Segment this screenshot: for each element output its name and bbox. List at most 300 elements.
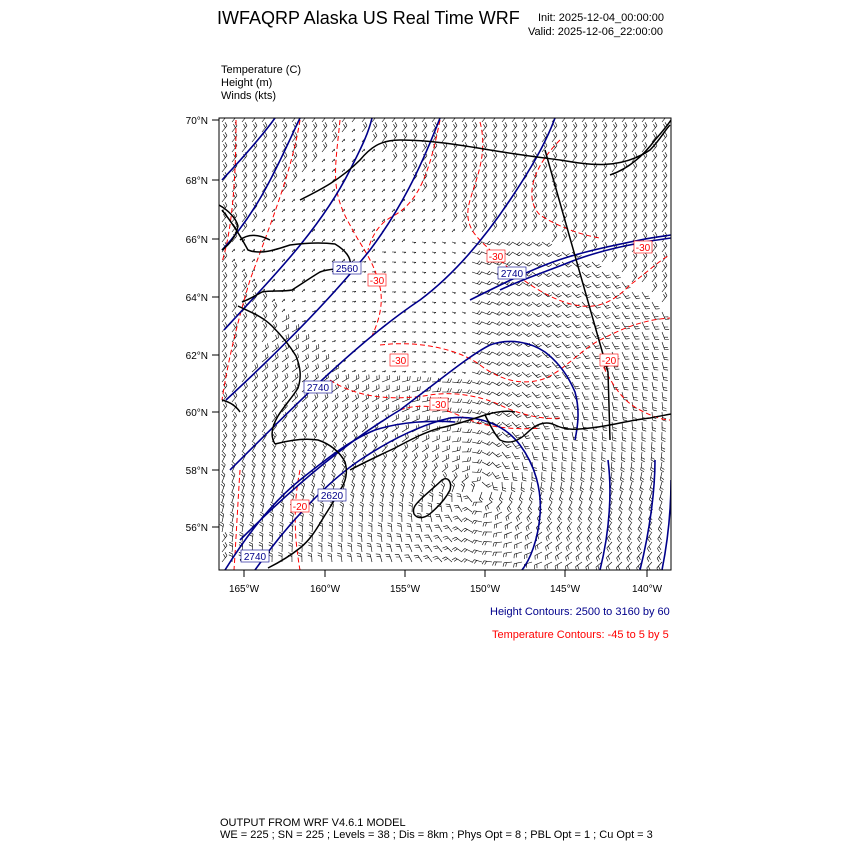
wind-barb bbox=[503, 562, 512, 567]
wind-barb bbox=[462, 352, 466, 354]
wind-barb bbox=[362, 179, 365, 182]
wind-barb bbox=[532, 302, 542, 307]
wind-barb bbox=[582, 142, 587, 152]
wind-barb bbox=[252, 152, 257, 162]
wind-barb bbox=[522, 202, 527, 212]
wind-barb bbox=[652, 342, 659, 350]
wind-barb bbox=[452, 172, 457, 182]
wind-barb bbox=[443, 547, 452, 553]
wind-barb bbox=[342, 370, 346, 372]
wind-barb bbox=[272, 363, 278, 372]
wind-barb bbox=[602, 132, 607, 142]
wind-barb bbox=[222, 302, 227, 312]
wind-barb bbox=[402, 229, 405, 232]
wind-barb bbox=[328, 533, 332, 543]
wind-barb bbox=[302, 462, 306, 472]
wind-barb bbox=[622, 302, 630, 309]
wind-barb bbox=[322, 364, 329, 372]
wind-barb bbox=[512, 132, 517, 142]
wind-barb bbox=[619, 502, 623, 512]
wind-barb bbox=[602, 232, 607, 242]
wind-barb bbox=[362, 361, 366, 363]
wind-barb bbox=[630, 482, 634, 492]
wind-barb bbox=[382, 311, 386, 312]
wind-barb bbox=[252, 162, 257, 172]
wind-barb bbox=[402, 252, 406, 253]
wind-barb bbox=[382, 341, 386, 342]
wind-barb bbox=[532, 442, 539, 449]
wind-barb bbox=[272, 182, 277, 192]
wind-barb bbox=[576, 562, 583, 571]
wind-barb bbox=[342, 432, 347, 442]
wind-barb bbox=[322, 219, 325, 222]
wind-barb bbox=[492, 362, 502, 366]
wind-barb bbox=[392, 142, 397, 152]
wind-barb bbox=[462, 342, 466, 344]
wind-barb bbox=[338, 543, 342, 552]
wind-barb bbox=[545, 562, 552, 570]
wind-barb bbox=[372, 239, 375, 242]
wind-barb bbox=[631, 462, 635, 472]
wind-barb bbox=[602, 402, 608, 410]
wind-barb bbox=[572, 372, 580, 379]
wind-barb bbox=[651, 442, 655, 452]
wind-barb bbox=[482, 212, 487, 222]
wind-barb bbox=[582, 272, 591, 278]
wind-barb bbox=[232, 182, 237, 192]
wind-barb bbox=[652, 402, 657, 411]
wind-barb bbox=[352, 472, 356, 482]
wind-barb bbox=[442, 352, 446, 353]
wind-barb bbox=[629, 492, 633, 502]
wind-barb bbox=[432, 388, 441, 393]
wind-barb bbox=[322, 354, 329, 362]
wind-barb bbox=[602, 312, 611, 319]
wind-barb bbox=[547, 512, 552, 522]
wind-barb bbox=[642, 112, 647, 122]
wind-barb bbox=[382, 394, 389, 402]
wind-barb bbox=[662, 162, 667, 172]
wind-barb bbox=[482, 401, 492, 405]
wind-barb bbox=[232, 152, 237, 162]
wind-barb bbox=[362, 149, 365, 152]
wind-barb bbox=[493, 542, 502, 547]
wind-barb bbox=[612, 272, 621, 278]
wind-barb bbox=[562, 132, 567, 142]
wind-barb bbox=[432, 272, 436, 273]
wind-barb bbox=[252, 239, 255, 242]
wind-barb bbox=[582, 372, 590, 379]
wind-barb bbox=[638, 522, 642, 532]
wind-barb bbox=[342, 149, 345, 152]
wind-barb bbox=[452, 372, 456, 373]
wind-barb bbox=[312, 393, 318, 402]
wind-barb bbox=[552, 372, 561, 378]
wind-barb bbox=[532, 112, 537, 122]
wind-barb bbox=[652, 212, 657, 222]
wind-barb bbox=[220, 512, 224, 522]
wind-barb bbox=[292, 209, 295, 212]
wind-barb bbox=[492, 291, 502, 295]
wind-barb bbox=[522, 312, 532, 316]
wind-barb bbox=[542, 202, 547, 212]
wind-barb bbox=[328, 543, 332, 552]
wind-barb bbox=[262, 402, 267, 412]
wind-barb bbox=[441, 482, 445, 492]
wind-barb bbox=[338, 533, 342, 542]
wind-barb bbox=[482, 472, 492, 476]
wind-barb bbox=[362, 219, 365, 222]
wind-barb bbox=[652, 362, 658, 370]
wind-barb bbox=[622, 262, 627, 272]
wind-barb bbox=[302, 122, 307, 132]
wind-barb bbox=[402, 262, 406, 263]
wind-barb bbox=[382, 292, 386, 293]
wind-barb bbox=[282, 132, 287, 142]
wind-barb bbox=[602, 122, 607, 132]
wind-barb bbox=[352, 301, 356, 302]
wind-barb bbox=[362, 413, 368, 422]
wind-barb bbox=[322, 159, 325, 162]
wind-barb bbox=[342, 122, 347, 132]
wind-barb bbox=[392, 152, 397, 162]
wind-barb bbox=[582, 152, 587, 162]
wind-barb bbox=[222, 222, 227, 232]
wind-barb bbox=[483, 532, 493, 536]
wind-barb bbox=[342, 112, 347, 122]
wind-barb bbox=[542, 252, 552, 257]
wind-barb bbox=[599, 502, 603, 512]
wind-barb bbox=[222, 232, 227, 242]
wind-barb bbox=[502, 322, 512, 326]
wind-barb bbox=[562, 412, 569, 419]
wind-barb bbox=[382, 472, 386, 482]
wind-barb bbox=[512, 262, 522, 266]
wind-barb bbox=[372, 472, 376, 482]
wind-barb bbox=[652, 122, 657, 132]
wind-barb bbox=[612, 252, 617, 262]
wind-barb bbox=[592, 142, 597, 152]
wind-barb bbox=[452, 132, 457, 142]
wind-barb bbox=[587, 522, 592, 532]
wind-barb bbox=[642, 192, 647, 202]
wind-barb bbox=[452, 537, 462, 542]
wind-barb bbox=[392, 414, 399, 422]
wind-barb bbox=[562, 452, 567, 461]
wind-barb bbox=[272, 312, 277, 322]
wind-barb bbox=[502, 142, 507, 152]
wind-barb bbox=[662, 192, 667, 202]
wind-barb bbox=[522, 222, 527, 232]
wind-barb bbox=[302, 320, 306, 322]
wind-barb bbox=[592, 112, 597, 122]
wind-barb bbox=[522, 152, 527, 162]
wind-barb bbox=[291, 472, 295, 482]
wind-barb bbox=[452, 292, 456, 294]
wind-barb bbox=[532, 402, 541, 408]
wind-barb bbox=[552, 442, 558, 450]
wind-barb bbox=[382, 159, 385, 162]
wind-barb bbox=[572, 312, 581, 318]
wind-barb bbox=[462, 380, 472, 384]
wind-barb bbox=[292, 442, 296, 452]
wind-barb bbox=[382, 375, 390, 382]
wind-barb bbox=[322, 199, 325, 202]
wind-barb bbox=[352, 341, 356, 343]
wind-barb bbox=[622, 422, 627, 431]
wind-barb bbox=[432, 262, 436, 263]
wind-barb bbox=[632, 442, 636, 452]
wind-barb bbox=[472, 341, 482, 345]
wind-barb bbox=[562, 182, 567, 192]
wind-barb bbox=[612, 152, 617, 162]
wind-barb bbox=[282, 422, 287, 432]
wind-barb bbox=[516, 512, 522, 521]
wind-barb bbox=[352, 394, 359, 402]
wind-barb bbox=[632, 372, 638, 380]
wind-barb bbox=[662, 112, 667, 122]
wind-barb bbox=[240, 502, 244, 512]
wind-barb bbox=[382, 112, 387, 122]
wind-barb bbox=[662, 232, 667, 242]
wind-barb bbox=[272, 122, 277, 132]
wind-barb bbox=[542, 362, 551, 368]
wind-barb bbox=[442, 272, 446, 273]
wind-barb bbox=[512, 362, 522, 367]
wind-barb bbox=[222, 162, 227, 172]
wind-barb bbox=[372, 112, 377, 122]
wind-barb bbox=[329, 512, 333, 522]
wind-barb bbox=[582, 112, 587, 122]
lat-label-66: 66°N bbox=[185, 235, 208, 246]
wind-barb bbox=[271, 482, 275, 492]
wind-barb bbox=[241, 472, 245, 482]
wind-barb bbox=[272, 393, 278, 402]
wind-barb bbox=[492, 241, 502, 245]
wind-barb bbox=[492, 182, 497, 192]
wind-barb bbox=[592, 362, 600, 369]
wind-barb bbox=[232, 302, 237, 312]
wind-barb bbox=[372, 433, 378, 442]
wind-barb bbox=[632, 292, 640, 299]
wind-barb bbox=[221, 482, 225, 492]
wind-barb bbox=[503, 552, 512, 557]
wind-barb bbox=[472, 331, 482, 335]
wind-barb bbox=[302, 189, 305, 192]
wind-barb bbox=[453, 527, 463, 532]
wind-barb bbox=[661, 462, 665, 472]
wind-barb bbox=[522, 122, 527, 132]
wind-barb bbox=[652, 352, 659, 360]
wind-barb bbox=[462, 466, 470, 473]
wind-barb bbox=[522, 352, 532, 357]
wind-barb bbox=[222, 152, 227, 162]
wind-barb bbox=[352, 199, 355, 202]
wind-barb bbox=[532, 262, 542, 266]
wind-barb bbox=[242, 142, 247, 152]
height-label-1: 2560 bbox=[335, 264, 359, 275]
wind-barb bbox=[484, 512, 492, 518]
wind-barb bbox=[312, 320, 316, 322]
wind-barb bbox=[562, 432, 568, 440]
wind-barb bbox=[462, 429, 472, 433]
wind-barb bbox=[522, 322, 532, 327]
wind-barb bbox=[522, 182, 527, 192]
wind-barb bbox=[482, 551, 492, 555]
wind-barb bbox=[322, 403, 328, 412]
wind-barb bbox=[402, 322, 406, 323]
wind-barb bbox=[592, 392, 599, 400]
wind-barb bbox=[592, 452, 596, 462]
wind-barb bbox=[262, 269, 265, 272]
wind-barb bbox=[453, 516, 462, 522]
wind-barb bbox=[342, 189, 345, 192]
wind-barb bbox=[262, 422, 267, 432]
wind-barb bbox=[332, 249, 335, 252]
wind-barb bbox=[612, 202, 617, 212]
wind-barb bbox=[312, 330, 316, 332]
wind-barb bbox=[576, 542, 582, 551]
wind-barb bbox=[483, 522, 492, 527]
wind-barb bbox=[493, 562, 503, 566]
wind-barb bbox=[602, 442, 606, 451]
wind-barb bbox=[282, 162, 287, 172]
wind-barb bbox=[232, 422, 236, 432]
wind-barb bbox=[422, 252, 426, 253]
wind-barb bbox=[282, 269, 285, 272]
wind-barb bbox=[512, 322, 522, 326]
wind-barb bbox=[589, 502, 593, 512]
wind-barb bbox=[422, 396, 431, 402]
wind-barb bbox=[552, 252, 562, 257]
wind-barb bbox=[572, 162, 577, 172]
wind-barb bbox=[230, 502, 234, 512]
wind-barb bbox=[282, 309, 285, 312]
wind-barb bbox=[282, 299, 285, 302]
wind-barb bbox=[602, 252, 607, 262]
wind-barb bbox=[262, 393, 267, 403]
wind-barb bbox=[472, 271, 482, 275]
wind-barb bbox=[512, 202, 517, 212]
wind-barb bbox=[562, 272, 572, 277]
wind-barb bbox=[442, 262, 446, 264]
valid-time: Valid: 2025-12-06_22:00:00 bbox=[528, 26, 663, 38]
wind-barb bbox=[242, 282, 247, 292]
wind-barb bbox=[472, 251, 482, 255]
wind-barb bbox=[332, 229, 335, 232]
wind-barb bbox=[598, 522, 602, 532]
wind-barb bbox=[502, 212, 507, 222]
wind-barb bbox=[272, 402, 277, 412]
wind-barb bbox=[492, 482, 498, 490]
wind-barb bbox=[342, 374, 349, 382]
wind-barb bbox=[432, 352, 436, 353]
wind-barb bbox=[492, 122, 497, 132]
wind-barb bbox=[352, 370, 356, 372]
wind-barb bbox=[322, 189, 325, 192]
wind-barb bbox=[612, 332, 620, 339]
wind-barb bbox=[452, 112, 457, 122]
wind-barb bbox=[502, 412, 512, 417]
wind-barb bbox=[242, 412, 247, 422]
wind-barb bbox=[392, 199, 395, 202]
wind-barb bbox=[292, 172, 297, 182]
wind-barb bbox=[512, 452, 520, 459]
wind-barb bbox=[342, 159, 345, 162]
wind-barb bbox=[279, 522, 283, 532]
wind-barb bbox=[221, 472, 225, 482]
wind-barb bbox=[622, 402, 628, 411]
height-label-3: 2740 bbox=[306, 383, 330, 394]
wind-barb bbox=[552, 322, 561, 328]
wind-barb bbox=[221, 492, 225, 502]
wind-barb bbox=[542, 342, 551, 348]
wind-barb bbox=[581, 472, 585, 482]
wind-barb bbox=[240, 512, 244, 522]
wind-barb bbox=[497, 502, 502, 512]
lat-label-58: 58°N bbox=[185, 466, 208, 477]
wind-barb bbox=[472, 122, 477, 132]
wind-barb bbox=[332, 239, 335, 242]
wind-barb bbox=[302, 132, 307, 142]
wind-barb bbox=[452, 182, 457, 192]
wind-barb bbox=[562, 352, 571, 358]
wind-barb bbox=[302, 310, 306, 312]
wind-barb bbox=[432, 435, 439, 442]
wind-barb bbox=[572, 172, 577, 182]
wind-barb bbox=[607, 532, 612, 542]
wind-barb bbox=[422, 472, 426, 482]
wind-barb bbox=[502, 472, 509, 480]
wind-barb bbox=[522, 132, 527, 142]
lon-label-140: 140°W bbox=[631, 584, 663, 595]
wind-barb bbox=[662, 212, 667, 222]
wind-barb bbox=[622, 322, 630, 329]
wind-barb bbox=[402, 414, 409, 422]
wind-barb bbox=[588, 512, 592, 522]
wind-barb bbox=[597, 532, 602, 542]
wind-barb bbox=[471, 482, 475, 492]
wind-barb bbox=[442, 388, 452, 392]
wind-barb bbox=[502, 172, 507, 182]
wind-barb bbox=[289, 542, 293, 552]
wind-barb bbox=[411, 482, 415, 492]
wind-barb bbox=[369, 512, 373, 522]
wind-barb bbox=[462, 242, 466, 244]
wind-barb bbox=[359, 512, 363, 522]
wind-barb bbox=[422, 272, 426, 273]
wind-barb bbox=[362, 404, 369, 413]
wind-barb bbox=[472, 212, 477, 222]
wind-barb bbox=[322, 350, 326, 352]
wind-barb bbox=[302, 142, 307, 152]
wind-barb bbox=[372, 413, 378, 422]
wind-barb bbox=[462, 142, 467, 152]
lat-label-62: 62°N bbox=[185, 351, 208, 362]
wind-barb bbox=[262, 343, 268, 352]
wind-barb bbox=[652, 222, 657, 232]
wind-barb bbox=[652, 432, 656, 442]
wind-barb bbox=[522, 262, 532, 266]
model-output-label: OUTPUT FROM WRF V4.6.1 MODEL bbox=[220, 817, 406, 829]
wind-barb bbox=[412, 282, 416, 283]
wind-barb bbox=[525, 542, 532, 550]
wind-barb bbox=[302, 452, 306, 462]
wind-barb bbox=[545, 552, 552, 560]
wind-barb bbox=[432, 463, 438, 472]
wind-barb bbox=[432, 229, 435, 232]
wind-barb bbox=[312, 364, 319, 372]
